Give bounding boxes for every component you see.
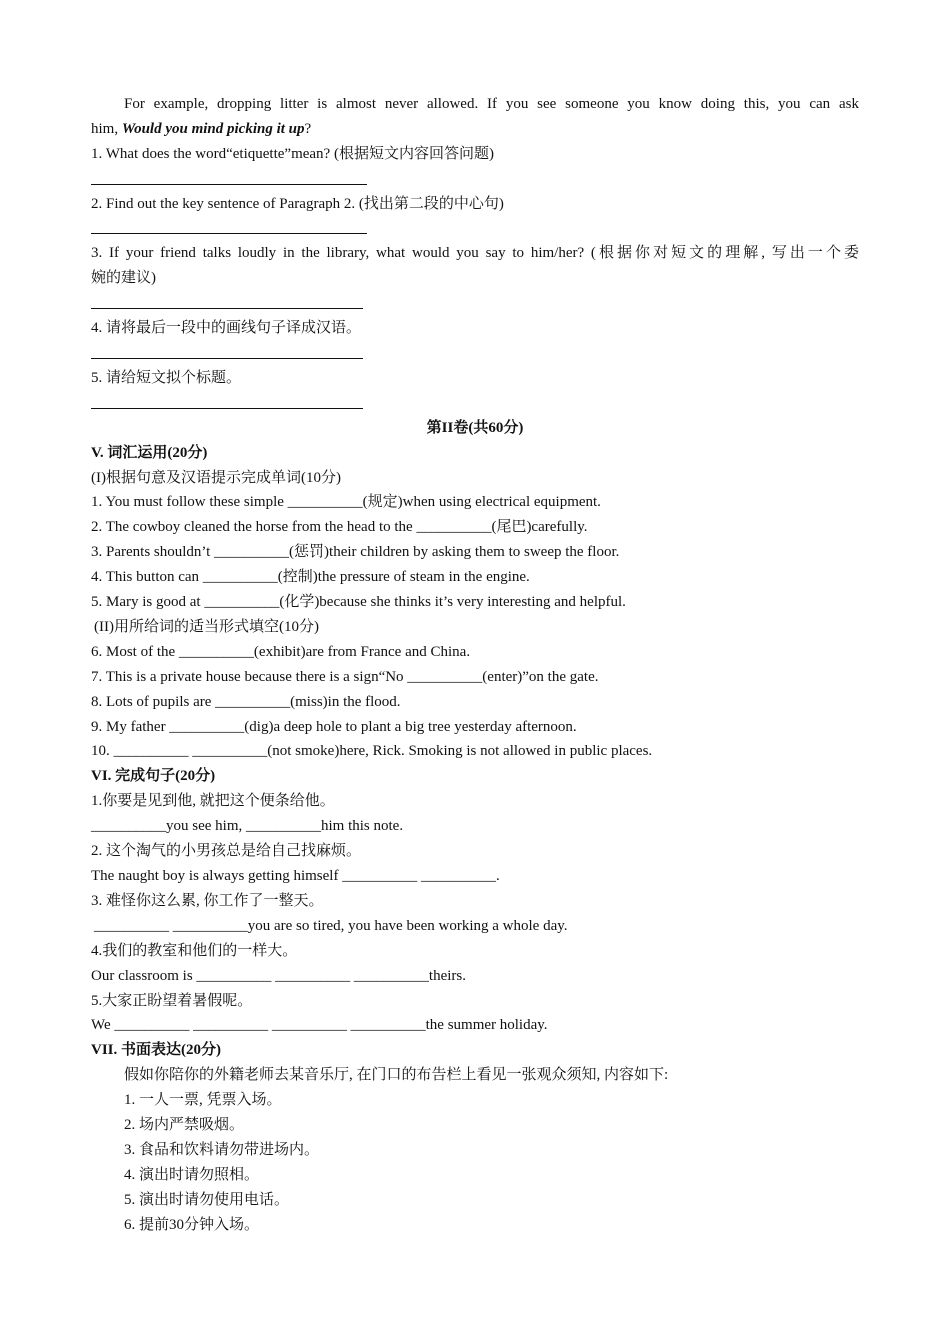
part-2-title: 第II卷(共60分) bbox=[426, 419, 524, 436]
notice-item: 3. 食品和饮料请勿带进场内。 bbox=[124, 1141, 320, 1158]
sentence-blank: Our classroom is __________ __________ __________theirs. bbox=[91, 967, 466, 984]
sentence-prompt: 1.你要是见到他, 就把这个便条给他。 bbox=[91, 793, 335, 810]
notice-item: 1. 一人一票, 凭票入场。 bbox=[124, 1092, 282, 1109]
word-form-item: 6. Most of the __________(exhibit)are from France and China. bbox=[91, 643, 471, 660]
sentence-prompt: 3. 难怪你这么累, 你工作了一整天。 bbox=[91, 892, 324, 909]
word-form-item: 10. __________ __________(not smoke)here, Rick. Smoking is not allowed in public places. bbox=[91, 743, 653, 760]
reading-question-3-cont: 婉的建议) bbox=[91, 270, 156, 287]
vocab-item: 2. The cowboy cleaned the horse from the head to the __________(尾巴)carefully. bbox=[91, 519, 588, 536]
notice-item: 2. 场内严禁吸烟。 bbox=[124, 1117, 245, 1134]
notice-item: 5. 演出时请勿使用电话。 bbox=[124, 1191, 290, 1208]
reading-question-2: 2. Find out the key sentence of Paragraph 2. (找出第二段的中心句) bbox=[91, 195, 504, 212]
reading-question-5: 5. 请给短文拟个标题。 bbox=[91, 369, 242, 386]
word-form-item: 9. My father __________(dig)a deep hole to plant a big tree yesterday afternoon. bbox=[91, 718, 577, 735]
example-suffix: ? bbox=[304, 120, 312, 137]
vocab-item: 4. This button can __________(控制)the pressure of steam in the engine. bbox=[91, 569, 530, 586]
section-7-title: VII. 书面表达(20分) bbox=[91, 1042, 221, 1059]
example-prefix: him, bbox=[91, 120, 122, 137]
section-5-sub-2: (II)用所给词的适当形式填空(10分) bbox=[94, 618, 319, 635]
answer-line-5[interactable] bbox=[91, 391, 859, 416]
sentence-blank: __________ __________you are so tired, you have been working a whole day. bbox=[94, 917, 568, 934]
reading-question-3: 3. If your friend talks loudly in the library, what would you say to him/her? (根据你对短文的理解, 写出一个委 bbox=[91, 245, 859, 262]
sentence-blank: __________you see him, __________him this note. bbox=[91, 818, 404, 835]
vocab-item: 3. Parents shouldn’t __________(惩罚)their children by asking them to sweep the floor. bbox=[91, 544, 620, 561]
section-5-sub-1: (I)根据句意及汉语提示完成单词(10分) bbox=[91, 469, 341, 486]
answer-line-4[interactable] bbox=[91, 341, 859, 366]
vocab-item: 5. Mary is good at __________(化学)because she thinks it’s very interesting and helpful. bbox=[91, 594, 626, 611]
sentence-prompt: 4.我们的教室和他们的一样大。 bbox=[91, 942, 298, 959]
sentence-blank: We __________ __________ __________ __________the summer holiday. bbox=[91, 1017, 548, 1034]
word-form-item: 7. This is a private house because there is a sign“No __________(enter)”on the gate. bbox=[91, 668, 599, 685]
reading-question-1: 1. What does the word“etiquette”mean? (根据短文内容回答问题) bbox=[91, 145, 494, 162]
notice-item: 6. 提前30分钟入场。 bbox=[124, 1216, 260, 1233]
word-form-item: 8. Lots of pupils are __________(miss)in the flood. bbox=[91, 693, 401, 710]
reading-example-line-2 bbox=[91, 117, 859, 142]
answer-line-3[interactable] bbox=[91, 291, 859, 316]
answer-line-2[interactable] bbox=[91, 217, 859, 242]
reading-example-line-1: For example, dropping litter is almost never allowed. If you see someone you know doing this, you can ask bbox=[124, 96, 859, 112]
vocab-item: 1. You must follow these simple __________(规定)when using electrical equipment. bbox=[91, 494, 601, 511]
section-5-title: V. 词汇运用(20分) bbox=[91, 444, 208, 461]
answer-line-1[interactable] bbox=[91, 167, 859, 192]
sentence-prompt: 5.大家正盼望着暑假呢。 bbox=[91, 992, 253, 1009]
sentence-blank: The naught boy is always getting himself __________ __________. bbox=[91, 868, 500, 885]
exam-page bbox=[91, 92, 859, 1238]
writing-intro: 假如你陪你的外籍老师去某音乐厅, 在门口的布告栏上看见一张观众须知, 内容如下: bbox=[124, 1067, 669, 1084]
sentence-prompt: 2. 这个淘气的小男孩总是给自己找麻烦。 bbox=[91, 843, 362, 860]
example-bold-phrase: Would you mind picking it up bbox=[121, 120, 305, 137]
section-6-title: VI. 完成句子(20分) bbox=[91, 768, 216, 785]
notice-item: 4. 演出时请勿照相。 bbox=[124, 1166, 260, 1183]
reading-question-4: 4. 请将最后一段中的画线句子译成汉语。 bbox=[91, 320, 362, 337]
